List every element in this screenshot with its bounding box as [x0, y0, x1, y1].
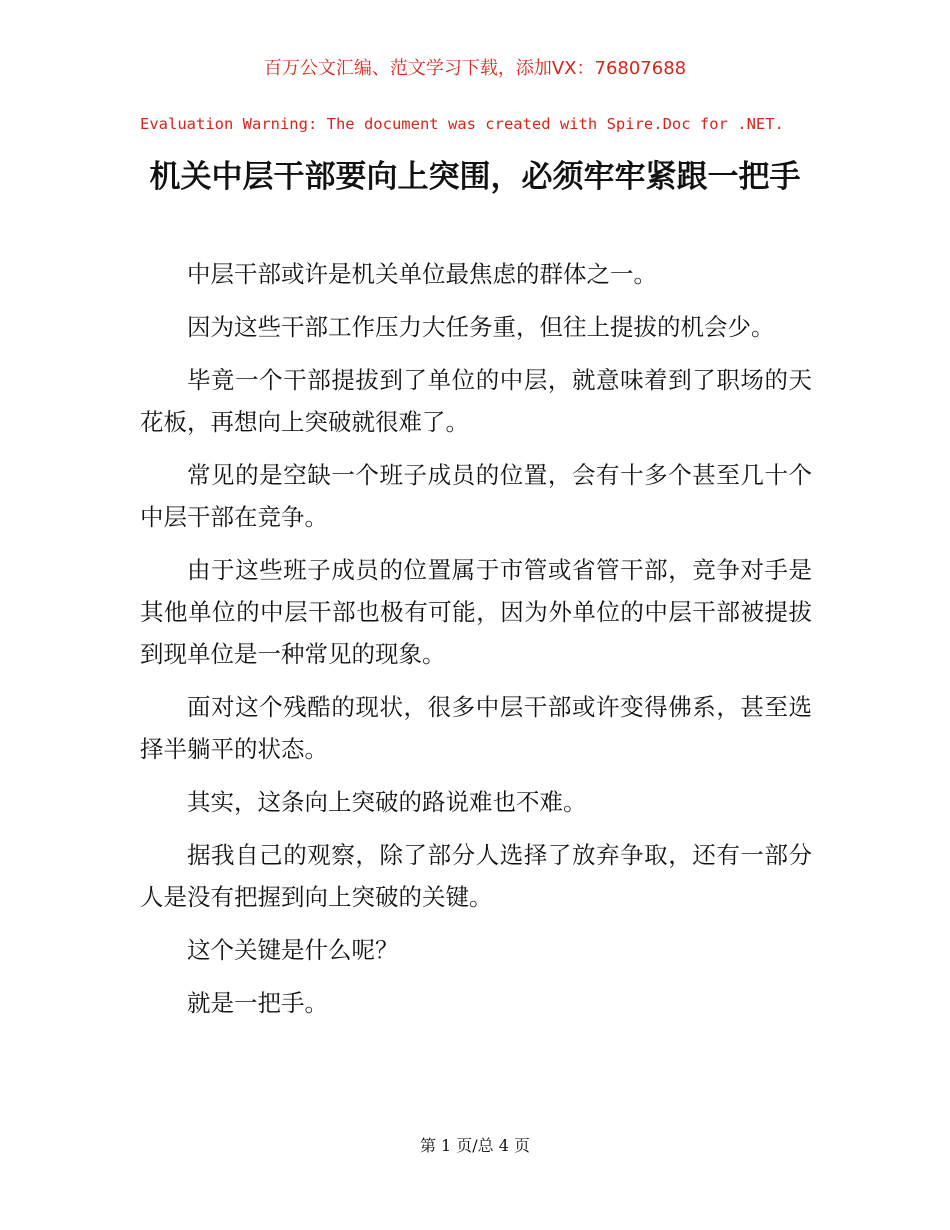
evaluation-warning: Evaluation Warning: The document was created with Spire.Doc for .NET. — [140, 115, 784, 133]
paragraph: 常见的是空缺一个班子成员的位置，会有十多个甚至几十个中层干部在竞争。 — [140, 461, 812, 531]
paragraph: 这个关键是什么呢？ — [187, 936, 399, 964]
paragraph: 因为这些干部工作压力大任务重，但往上提拔的机会少。 — [187, 313, 775, 341]
paragraph: 面对这个残酷的现状，很多中层干部或许变得佛系，甚至选择半躺平的状态。 — [140, 693, 812, 763]
paragraph: 其实，这条向上突破的路说难也不难。 — [187, 788, 587, 816]
paragraph: 中层干部或许是机关单位最焦虑的群体之一。 — [187, 260, 657, 288]
page-indicator: 第 1 页/总 4 页 — [419, 1136, 531, 1155]
document-title: 机关中层干部要向上突围，必须牢牢紧跟一把手 — [149, 159, 801, 195]
document-body — [140, 253, 812, 1035]
header-banner: 百万公文汇编、范文学习下载，添加VX：76807688 — [263, 58, 687, 79]
paragraph: 据我自己的观察，除了部分人选择了放弃争取，还有一部分人是没有把握到向上突破的关键。 — [140, 841, 812, 911]
paragraph: 毕竟一个干部提拔到了单位的中层，就意味着到了职场的天花板，再想向上突破就很难了。 — [140, 366, 812, 436]
paragraph: 由于这些班子成员的位置属于市管或省管干部，竞争对手是其他单位的中层干部也极有可能，因为外单位的中层干部被提拔到现单位是一种常见的现象。 — [140, 556, 812, 668]
paragraph: 就是一把手。 — [187, 989, 328, 1017]
